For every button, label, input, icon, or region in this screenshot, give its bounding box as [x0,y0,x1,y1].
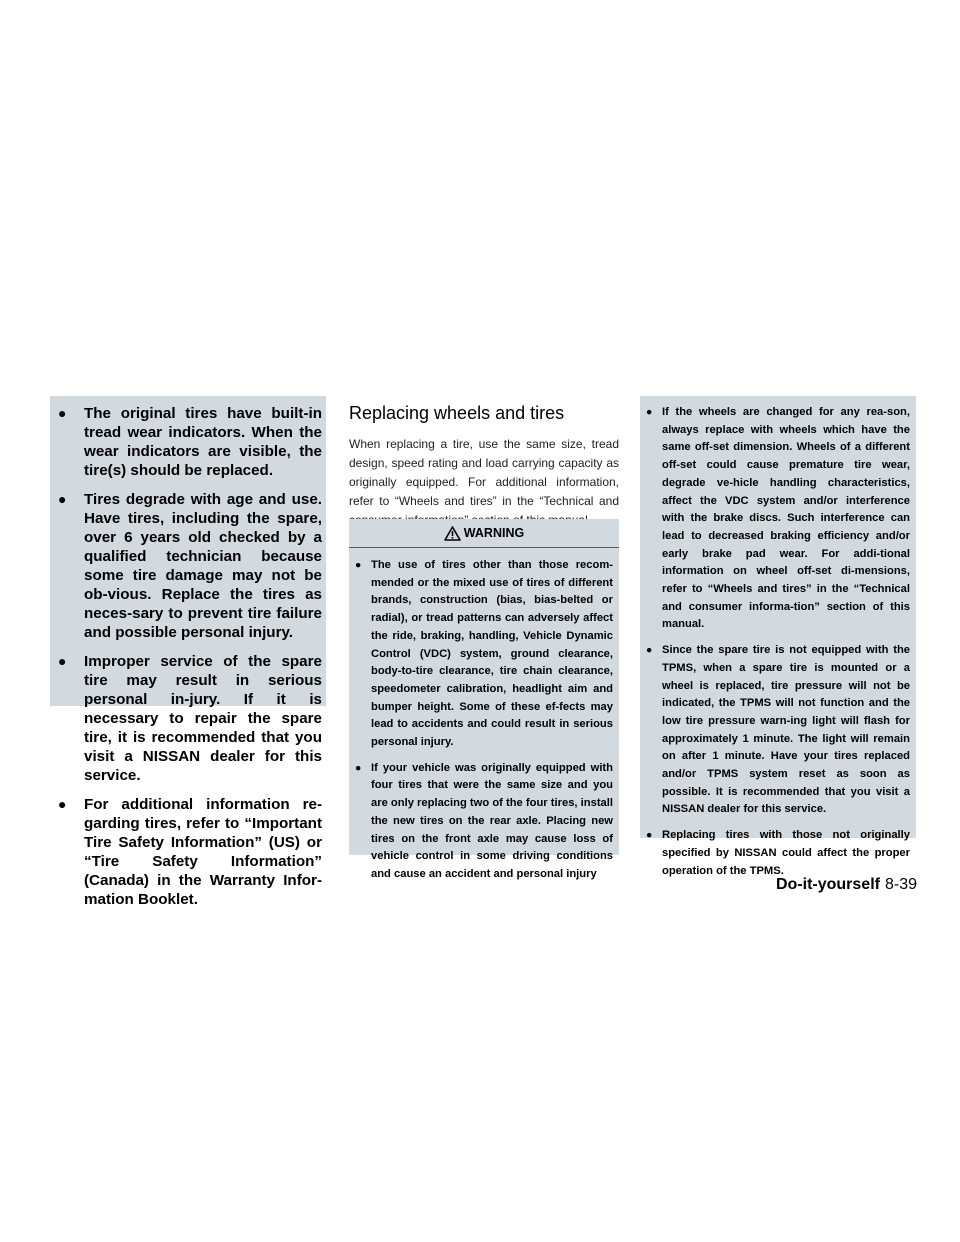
list-item: ● The original tires have built-in tread wear indicators. When the wear indicators are visible, the tire(s) should be replaced. [58,404,322,480]
wheel-caution-list [646,404,910,880]
warning-list [355,557,613,884]
warning-box [349,519,619,880]
replacing-section [349,402,619,530]
page-footer [776,875,917,895]
section-title: Replacing wheels and tires [349,403,565,423]
page-number: 8-39 [884,876,917,893]
list-item: ● If your vehicle was originally equipped with four tires that were the same size and you are only replacing two of the four tires, install the new tires on the rear axle. Placing new tires on the front axle may cause loss of vehicle control in some driving conditions and cause an accident and personal injury [355,760,613,884]
list-item: ● The use of tires other than those recom-mended or the mixed use of tires of different brands, construction (bias, bias-belted or radial), or tread patterns can adversely affect the ride, braking, handling, Vehicle Dynamic Control (VDC) system, ground clearance, body-to-tire clearance, tire chain clearance, speedometer calibration, headlight aim and bumper height. Some of these ef-fects may lead to accidents and could result in serious personal injury. [355,557,613,752]
warning-header [349,519,619,548]
list-item: ● If the wheels are changed for any rea-son, always replace with wheels which have the same off-set dimension. Wheels of a different off-set could cause premature tire wear, degrade ve-hicle handling characteristics, affect the VDC system and/or interference with the brake discs. Such interference can lead to decreased braking efficiency and/or early brake pad wear. For addi-tional information on wheel off-set di-mensions, refer to “Wheels and tires” in the “Technical and consumer informa-tion” section of this manual. [646,404,910,634]
warning-triangle-icon [444,526,461,541]
warning-label: WARNING [463,526,525,540]
list-item: ● Tires degrade with age and use. Have tires, including the spare, over 6 years old checked by a qualified technician because some tire damage may not be ob-vious. Replace the tires as neces-sary to prevent tire failure and possible personal injury. [58,490,322,642]
list-item: ● Since the spare tire is not equipped with the TPMS, when a spare tire is mounted or a wheel is replaced, tire pressure will not be indicated, the TPMS will not function and the low tire pressure warn-ing light will flash for approximately 1 minute. The light will remain on after 1 minute. Have your tires replaced and/or TPMS system reset as soon as possible. It is recommended that you visit a NISSAN dealer for this service. [646,642,910,819]
list-item: ● Improper service of the spare tire may result in serious personal in-jury. If it is necessary to repair the spare tire, it is recommended that you visit a NISSAN dealer for this service. [58,652,322,785]
list-item: ● Replacing tires with those not originally specified by NISSAN could affect the proper operation of the TPMS. [646,827,910,880]
list-item: ● For additional information re-garding tires, refer to “Important Tire Safety Information” (US) or “Tire Safety Information” (Canada) in the Warranty Infor-mation Booklet. [58,795,322,909]
tire-caution-box [50,396,326,908]
section-intro: When replacing a tire, use the same size, tread design, speed rating and load carrying capacity as originally equipped. For additional information, refer to “Wheels and tires” in the “Technical and [349,437,619,508]
footer-section-name: Do-it-yourself [775,876,880,893]
tire-caution-list [58,404,322,909]
wheel-caution-box [640,396,916,877]
